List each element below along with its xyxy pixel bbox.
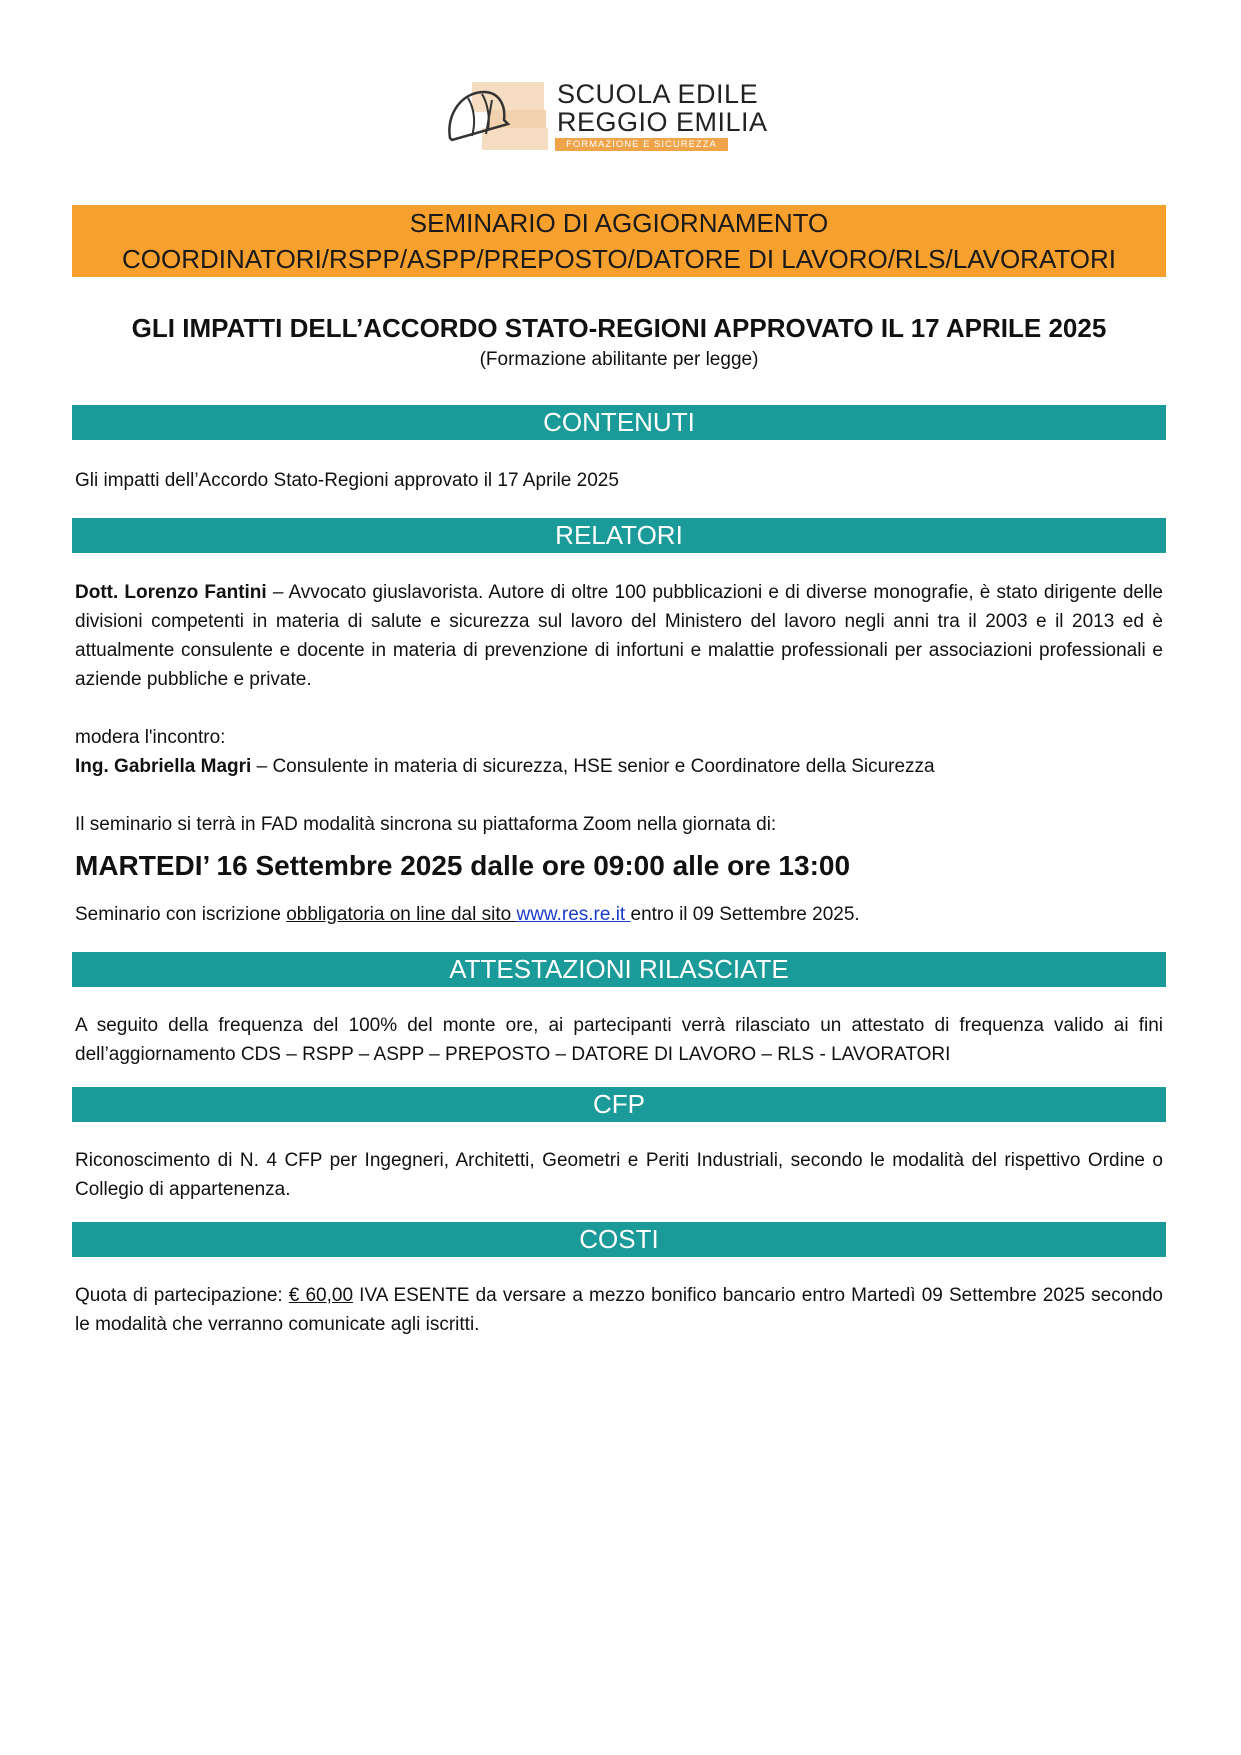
main-title: GLI IMPATTI DELL’ACCORDO STATO-REGIONI APPROVATO IL 17 APRILE 2025 bbox=[131, 313, 1107, 343]
section-heading-attestazioni: ATTESTAZIONI RILASCIATE bbox=[72, 952, 1166, 987]
event-date: MARTEDI’ 16 Settembre 2025 dalle ore 09:00 alle ore 13:00 bbox=[75, 850, 851, 881]
speaker-name: Dott. Lorenzo Fantini bbox=[75, 582, 267, 603]
attestazioni-text: A seguito della frequenza del 100% del monte ore, ai partecipanti verrà rilasciato un attestato di frequenza valido ai fini dell’aggiornamento CDS – RSPP – ASPP – PREPOSTO – DATORE DI LAVORO – RLS - LAVORATORI bbox=[75, 1015, 1163, 1065]
modality-text: Il seminario si terrà in FAD modalità sincrona su piattaforma Zoom nella giornata di: bbox=[75, 814, 777, 835]
speaker-bio: – Avvocato giuslavorista. Autore di oltre 100 pubblicazioni e di diverse monografie, è stato dirigente delle divisioni competenti in materia di salute e sicurezza sul lavoro del Ministero del lavoro negli anni tra il 2003 e il 2013 ed è attualmente consulente e docente in materia di prevenzione di infortuni e malattie professionali per associazioni professionali e aziende pubbliche e private. bbox=[75, 582, 1163, 690]
logo-tagline: FORMAZIONE E SICUREZZA bbox=[555, 138, 728, 151]
registration-required: obbligatoria on line dal sito bbox=[286, 904, 517, 925]
website-link[interactable]: www.res.re.it bbox=[516, 904, 631, 925]
section-heading-costi: COSTI bbox=[72, 1222, 1166, 1257]
registration-text: Seminario con iscrizione obbligatoria on line dal sito www.res.re.it entro il 09 Settembre 2025. bbox=[75, 904, 860, 925]
moderator-label: modera l'incontro: bbox=[75, 727, 226, 748]
main-subtitle: (Formazione abilitante per legge) bbox=[479, 349, 759, 370]
helmet-logo-icon bbox=[442, 78, 550, 154]
header-line-1: SEMINARIO DI AGGIORNAMENTO bbox=[409, 208, 829, 238]
logo-name: SCUOLA EDILE REGGIO EMILIA bbox=[557, 79, 768, 137]
seminar-header bbox=[72, 205, 1166, 277]
section-heading-contenuti: CONTENUTI bbox=[72, 405, 1166, 440]
moderator-name: Ing. Gabriella Magri bbox=[75, 756, 252, 777]
contenuti-text: Gli impatti dell’Accordo Stato-Regioni approvato il 17 Aprile 2025 bbox=[75, 470, 619, 491]
fee-amount: € 60,00 bbox=[288, 1285, 354, 1306]
moderator-bio: – Consulente in materia di sicurezza, HSE senior e Coordinatore della Sicurezza bbox=[251, 756, 935, 777]
speaker-paragraph bbox=[75, 578, 1163, 694]
section-heading-cfp: CFP bbox=[72, 1087, 1166, 1122]
section-heading-relatori: RELATORI bbox=[72, 518, 1166, 553]
moderator-paragraph bbox=[75, 752, 1163, 781]
school-logo bbox=[442, 78, 797, 154]
costi-text: Quota di partecipazione: € 60,00 IVA ESENTE da versare a mezzo bonifico bancario entro Martedì 09 Settembre 2025 secondo le modalità che verranno comunicate agli iscritti. bbox=[75, 1285, 1163, 1335]
header-line-2: COORDINATORI/RSPP/ASPP/PREPOSTO/DATORE DI LAVORO/RLS/LAVORATORI bbox=[121, 244, 1116, 274]
cfp-text: Riconoscimento di N. 4 CFP per Ingegneri, Architetti, Geometri e Periti Industriali, secondo le modalità del rispettivo Ordine o Collegio di appartenenza. bbox=[75, 1150, 1163, 1200]
